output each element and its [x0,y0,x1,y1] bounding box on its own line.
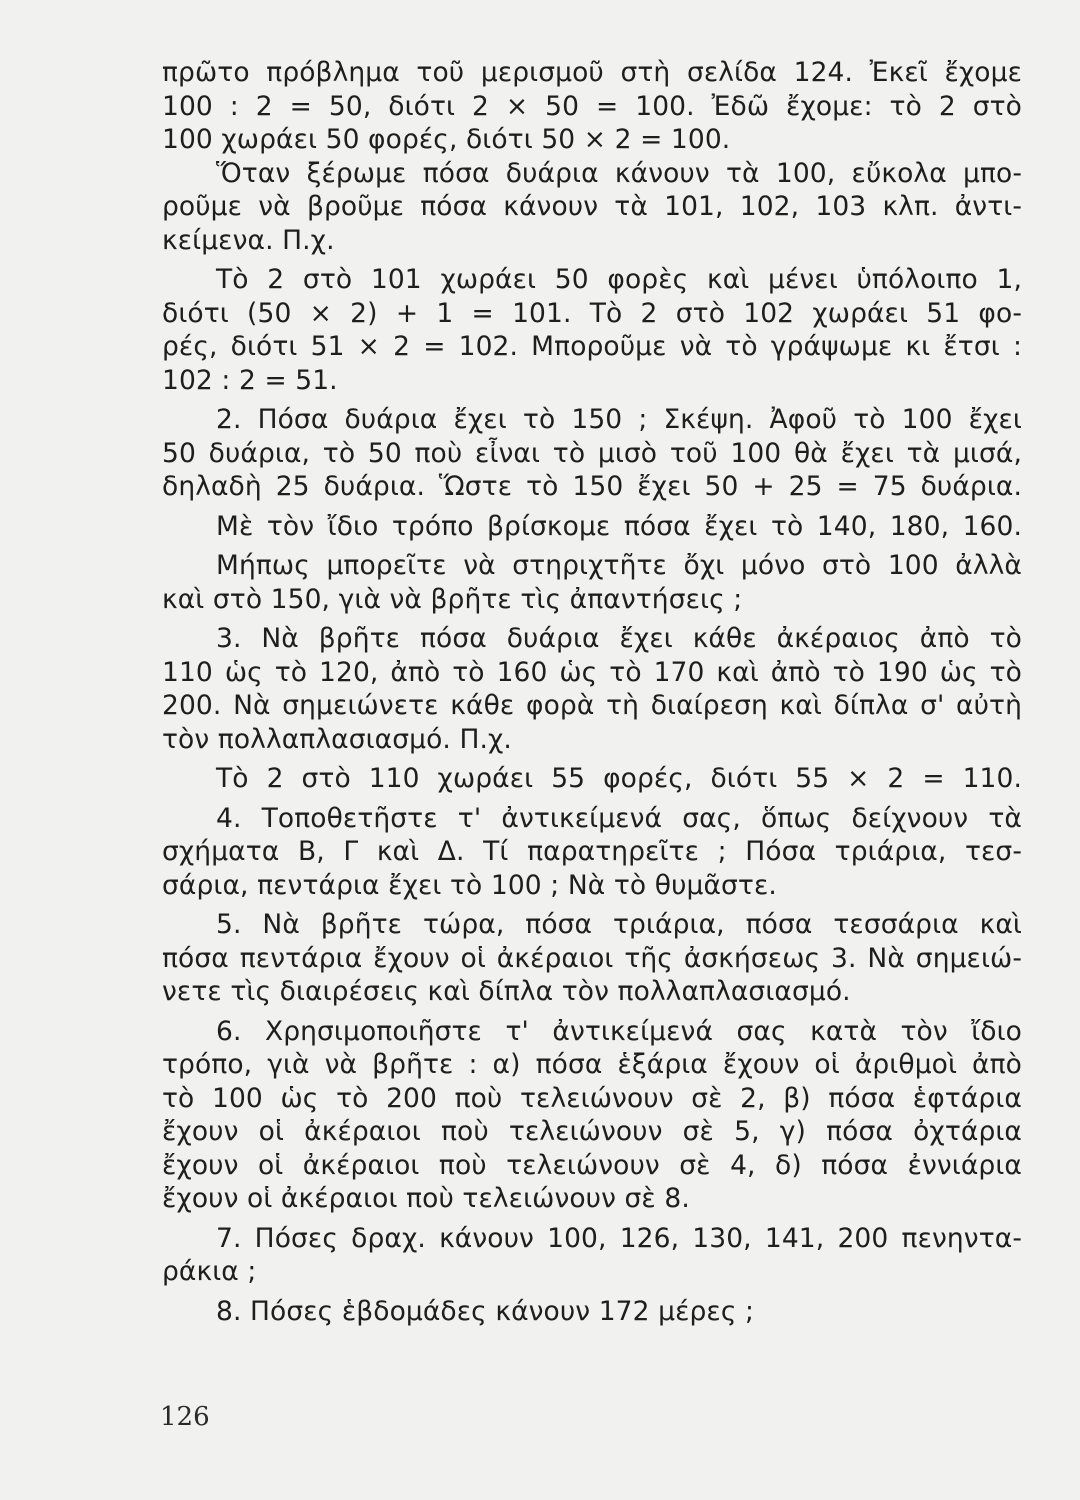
text-line: 6. Χρησιμοποιῆστε τ' ἀντικείμενά σας κατὰ τὸν ἴδιο [216,1015,1022,1047]
text-line: κείμενα. Π.χ. [162,224,335,256]
text-line: σάρια, πεντάρια ἔχει τὸ 100 ; Νὰ τὸ θυμᾶστε. [162,869,777,901]
text-line: Τὸ 2 στὸ 101 χωράει 50 φορὲς καὶ μένει ὑπόλοιπο 1, [216,264,1022,295]
text-line: δηλαδὴ 25 δυάρια. Ὥστε τὸ 150 ἔχει 50 + 25 = 75 δυάρια. [162,471,1022,502]
text-line: Μήπως μπορεῖτε νὰ στηριχτῆτε ὄχι μόνο στὸ 100 ἀλλὰ [216,550,1022,581]
text-line: τρόπο, γιὰ νὰ βρῆτε : α) πόσα ἑξάρια ἔχουν οἱ ἀριθμοὶ ἀπὸ [162,1049,1022,1080]
text-line: 102 : 2 = 51. [162,364,338,396]
text-line: 110 ὡς τὸ 120, ἀπὸ τὸ 160 ὡς τὸ 170 καὶ ἀπὸ τὸ 190 ὡς τὸ [162,656,1022,688]
text-line: 200. Νὰ σημειώνετε κάθε φορὰ τὴ διαίρεση καὶ δίπλα σ' αὐτὴ [162,690,1022,721]
text-line: πρῶτο πρόβλημα τοῦ μερισμοῦ στὴ σελίδα 124. Ἐκεῖ ἔχομε [162,57,1022,88]
text-line: 2. Πόσα δυάρια ἔχει τὸ 150 ; Σκέψη. Ἀφοῦ τὸ 100 ἔχει [216,404,1022,435]
text-line: 4. Τοποθετῆστε τ' ἀντικείμενά σας, ὅπως δείχνουν τὰ [216,802,1022,834]
text-line: διότι (50 × 2) + 1 = 101. Τὸ 2 στὸ 102 χωράει 51 φο- [162,297,1022,329]
text-line: πόσα πεντάρια ἔχουν οἱ ἀκέραιοι τῆς ἀσκήσεως 3. Νὰ σημειώ- [162,942,1022,974]
text-line: τὸ 100 ὡς τὸ 200 ποὺ τελειώνουν σὲ 2, β) πόσα ἑφτάρια [162,1082,1022,1114]
text-line: ροῦμε νὰ βροῦμε πόσα κάνουν τὰ 101, 102, 103 κλπ. ἀντι- [162,191,1022,222]
text-line: 100 χωράει 50 φορές, διότι 50 × 2 = 100. [162,124,731,155]
text-line: ἔχουν οἱ ἀκέραιοι ποὺ τελειώνουν σὲ 5, γ) πόσα ὀχτάρια [162,1116,1022,1147]
text-line: καὶ στὸ 150, γιὰ νὰ βρῆτε τὶς ἀπαντήσεις ; [162,583,743,615]
text-line: ἔχουν οἱ ἀκέραιοι ποὺ τελειώνουν σὲ 8. [162,1183,690,1214]
text-line: 7. Πόσες δραχ. κάνουν 100, 126, 130, 141, 200 πενηντα- [216,1222,1022,1254]
text-line: 3. Νὰ βρῆτε πόσα δυάρια ἔχει κάθε ἀκέραιος ἀπὸ τὸ [216,623,1022,654]
text-line: ράκια ; [162,1256,257,1287]
page-number: 126 [160,1402,210,1432]
body-text [162,56,1022,1328]
text-line: ἔχουν οἱ ἀκέραιοι ποὺ τελειώνουν σὲ 4, δ) πόσα ἐννιάρια [162,1149,1022,1181]
text-line: σχήματα Β, Γ καὶ Δ. Τί παρατηρεῖτε ; Πόσα τριάρια, τεσ- [162,836,1022,867]
text-line: Ὅταν ξέρωμε πόσα δυάρια κάνουν τὰ 100, εὔκολα μπο- [216,157,1022,189]
text-line: 5. Νὰ βρῆτε τώρα, πόσα τριάρια, πόσα τεσσάρια καὶ [216,909,1022,940]
text-line: 100 : 2 = 50, διότι 2 × 50 = 100. Ἐδῶ ἔχομε: τὸ 2 στὸ [162,90,1022,122]
text-line: Μὲ τὸν ἴδιο τρόπο βρίσκομε πόσα ἔχει τὸ 140, 180, 160. [216,510,1022,542]
text-line: Τὸ 2 στὸ 110 χωράει 55 φορές, διότι 55 × 2 = 110. [216,763,1022,794]
text-line: τὸν πολλαπλασιασμό. Π.χ. [162,723,512,755]
text-line: 8. Πόσες ἑβδομάδες κάνουν 172 μέρες ; [216,1295,755,1327]
text-line: 50 δυάρια, τὸ 50 ποὺ εἶναι τὸ μισὸ τοῦ 100 θὰ ἔχει τὰ μισά, [162,437,1022,469]
text-line: νετε τὶς διαιρέσεις καὶ δίπλα τὸν πολλαπλασιασμό. [162,976,851,1007]
text-line: ρές, διότι 51 × 2 = 102. Μποροῦμε νὰ τὸ γράψωμε κι ἔτσι : [162,331,1022,362]
